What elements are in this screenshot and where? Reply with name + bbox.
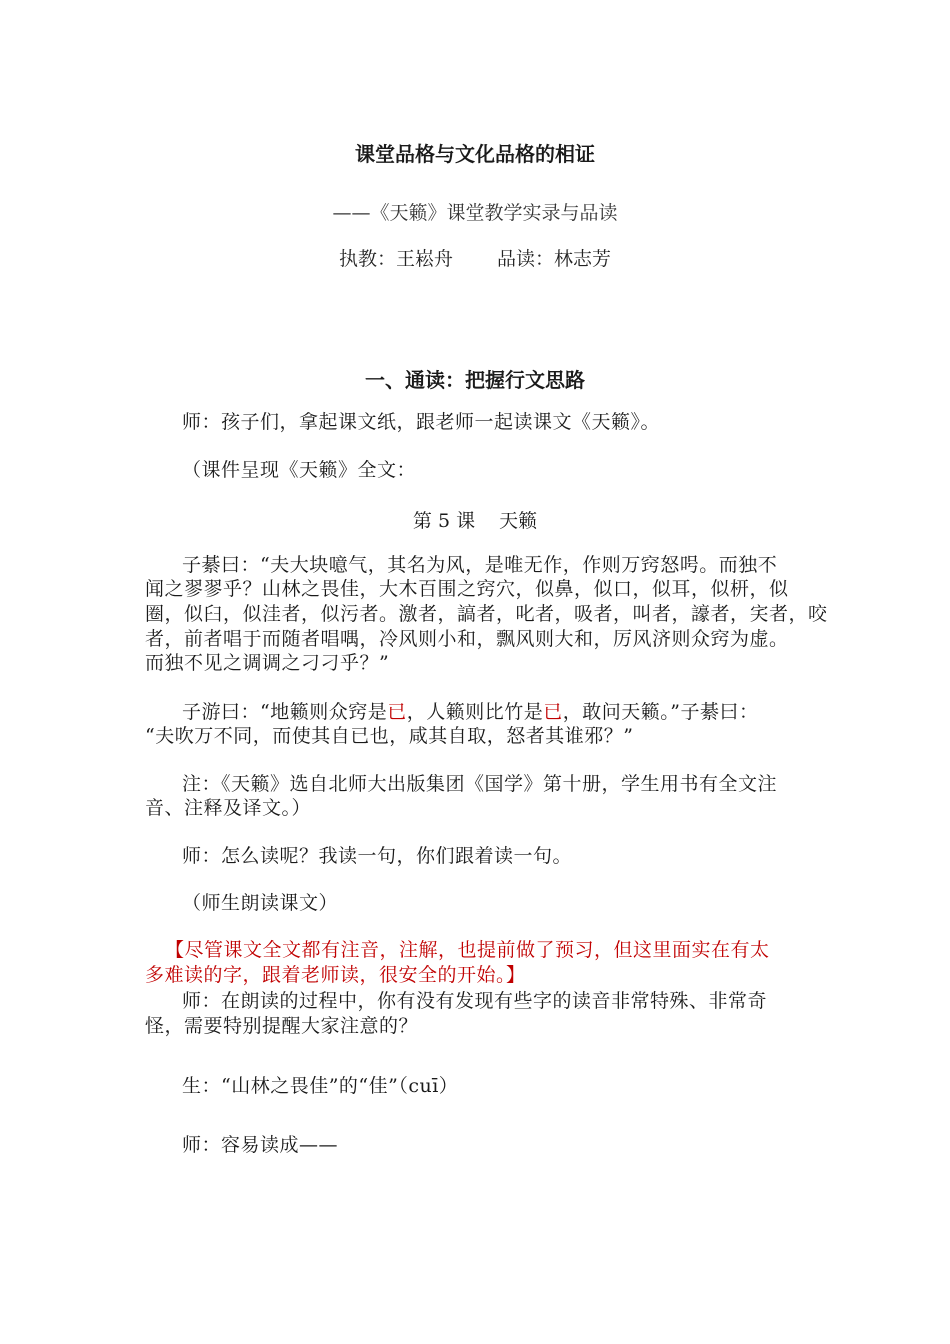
classic-text-line: 圈，似臼，似洼者，似污者。激者，謞者，叱者，吸者，叫者，譹者，宎者，咬 (145, 603, 828, 625)
paragraph-teacher-2: 师：怎么读呢？我读一句，你们跟着读一句。 (182, 845, 573, 867)
classic-text-line: 闻之翏翏乎？山林之畏佳，大木百围之窍穴，似鼻，似口，似耳，似枅，似 (145, 578, 789, 600)
source-note-line: 注：《天籁》选自北师大出版集团《国学》第十册，学生用书有全文注 (182, 773, 778, 795)
text-segment: ，人籁则比竹是 (406, 701, 544, 723)
highlighted-char: 已 (387, 701, 407, 723)
teacher-credit: 执教：王崧舟 (338, 248, 453, 270)
highlighted-char: 已 (543, 701, 563, 723)
paragraph-courseware-note: （课件呈现《天籁》全文： (182, 459, 417, 481)
paragraph-stage-note: （师生朗读课文） (182, 892, 339, 914)
text-segment: ，敢问天籁。”子綦曰： (562, 701, 759, 723)
lesson-number: 第 5 课 (412, 510, 476, 532)
paragraph-teacher-3: 师：在朗读的过程中，你有没有发现有些字的读音非常特殊、非常奇 (182, 990, 768, 1012)
paragraph-student: 生：“山林之畏佳”的“佳”（cuī） (182, 1075, 459, 1097)
lesson-name: 天籁 (499, 510, 538, 532)
author-line (0, 244, 950, 271)
paragraph-teacher-4: 师：容易读成—— (182, 1134, 339, 1156)
classic-text-line (182, 700, 758, 724)
paragraph-teacher-3-cont: 怪，需要特别提醒大家注意的？ (145, 1015, 419, 1037)
classic-text-line: 而独不见之调调之刁刁乎？” (145, 652, 390, 674)
doc-subtitle: ——《天籁》课堂教学实录与品读 (332, 202, 618, 224)
classic-text-line: 者，前者唱于而随者唱喁，冷风则小和，飘风则大和，厉风济则众窍为虚。 (145, 628, 789, 650)
commentary-line: 多难读的字，跟着老师读，很安全的开始。】 (145, 964, 526, 986)
commentary-line: 【尽管课文全文都有注音，注解，也提前做了预习，但这里面实在有太 (165, 939, 770, 961)
reader-credit: 品读：林志芳 (497, 248, 612, 270)
section-heading: 一、通读：把握行文思路 (365, 368, 585, 392)
source-note-line: 音、注释及译文。） (145, 797, 312, 819)
classic-text-line: “夫吹万不同，而使其自已也，咸其自取，怒者其谁邪？” (145, 725, 634, 747)
classic-text-line: 子綦曰：“夫大块噫气，其名为风，是唯无作，作则万窍怒呺。而独不 (182, 554, 778, 576)
doc-title: 课堂品格与文化品格的相证 (355, 142, 595, 166)
paragraph-teacher-1: 师：孩子们，拿起课文纸，跟老师一起读课文《天籁》。 (182, 411, 661, 433)
text-segment: 子游曰：“地籁则众窍是 (182, 701, 388, 723)
lesson-title (0, 506, 950, 533)
